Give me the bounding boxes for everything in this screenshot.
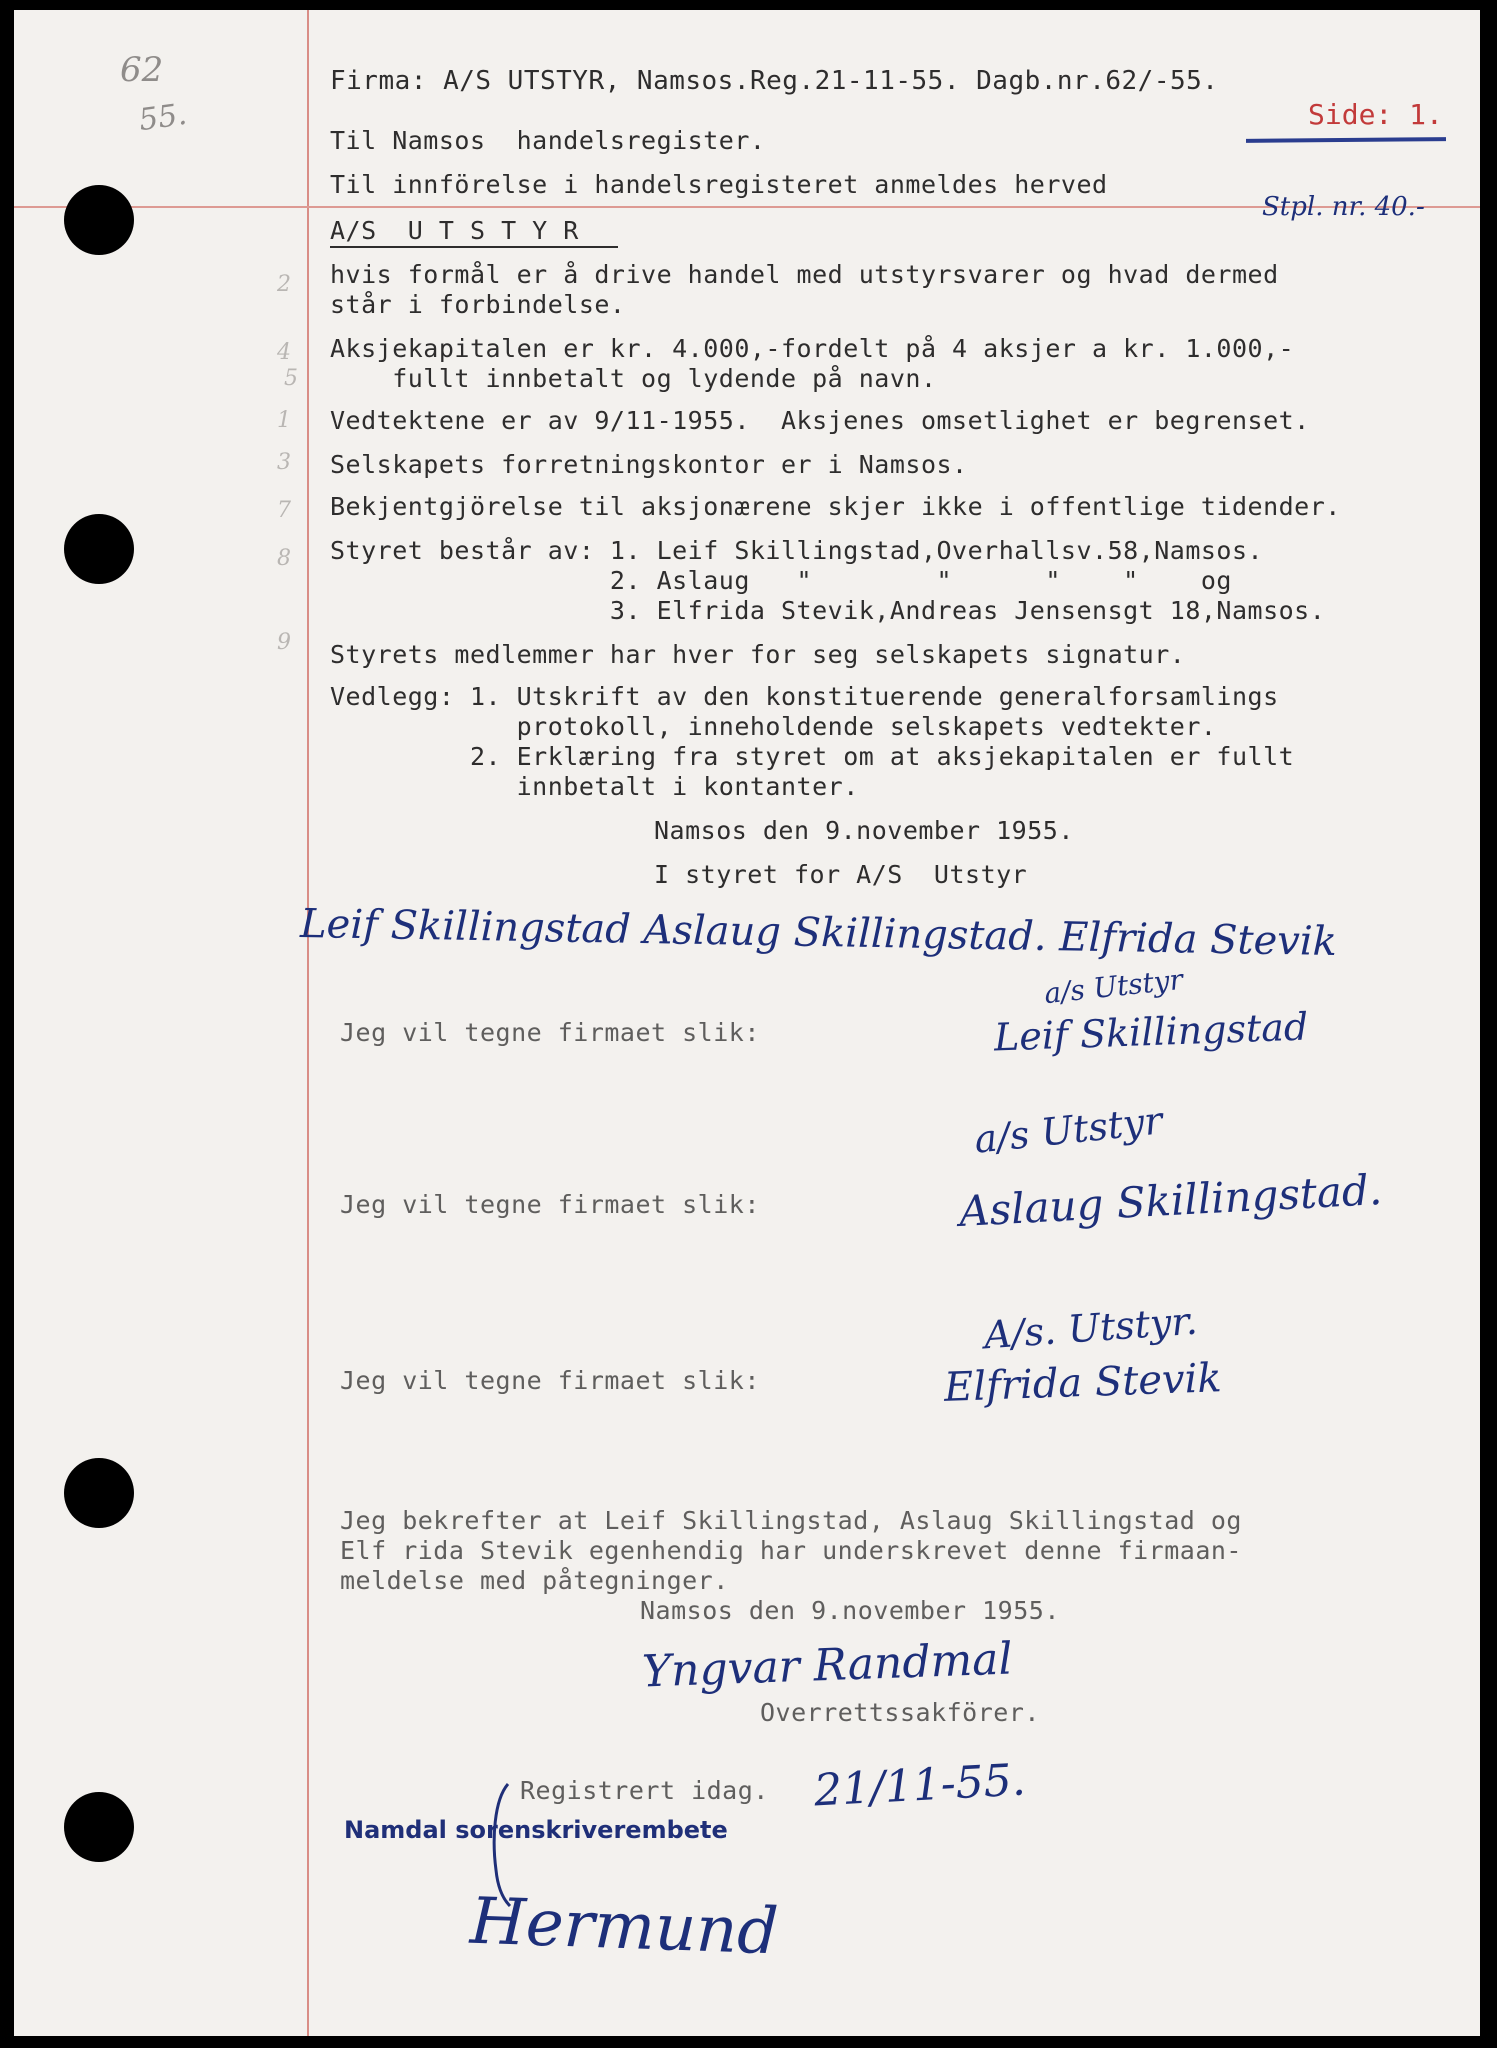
punch-hole-2 bbox=[64, 514, 134, 584]
signing-name-3: Elfrida Stevik bbox=[943, 1355, 1223, 1411]
signing-name-2: Aslaug Skillingstad. bbox=[958, 1164, 1384, 1237]
corner-page-ref-year: 55. bbox=[136, 96, 189, 139]
addressee-line: Til Namsos handelsregister. bbox=[330, 126, 766, 155]
attorney-title: Overrettssakförer. bbox=[760, 1698, 1040, 1727]
board-line-1: Styret består av: 1. Leif Skillingstad,Overhallsv.58,Namsos. bbox=[330, 536, 1264, 565]
statutes-line: Vedtektene er av 9/11-1955. Aksjenes omsetlighet er begrenset. bbox=[330, 406, 1310, 435]
margin-pencil-mark: 1 bbox=[277, 408, 291, 433]
signing-company-2: a/s Utstyr bbox=[972, 1098, 1165, 1162]
place-date-line: Namsos den 9.november 1955. bbox=[654, 816, 1074, 845]
registration-date: 21/11-55. bbox=[812, 1754, 1027, 1817]
signing-company-1: a/s Utstyr bbox=[1042, 962, 1185, 1011]
attachments-line-1: Vedlegg: 1. Utskrift av den konstituerende generalforsamlings bbox=[330, 682, 1279, 711]
margin-pencil-mark: 3 bbox=[277, 450, 291, 475]
company-name: A/S U T S T Y R bbox=[330, 216, 579, 245]
registrar-signature: Hermund bbox=[468, 1884, 780, 1970]
intro-line: Til innförelse i handelsregisteret anmeldes herved bbox=[330, 170, 1108, 199]
punch-hole-4 bbox=[64, 1792, 134, 1862]
margin-pencil-mark: 4 bbox=[277, 340, 291, 365]
attestation-line-3: meldelse med påtegninger. bbox=[340, 1566, 729, 1595]
attestation-line-2: Elf rida Stevik egenhendig har underskrevet denne firmaan- bbox=[340, 1536, 1242, 1565]
court-stamp: Namdal sorenskriverembete bbox=[344, 1816, 728, 1844]
purpose-line-1: hvis formål er å drive handel med utstyrsvarer og hvad dermed bbox=[330, 260, 1279, 289]
margin-pencil-mark: 9 bbox=[277, 630, 291, 655]
company-name-underline bbox=[330, 246, 618, 248]
signing-company-3: A/s. Utstyr. bbox=[982, 1298, 1199, 1358]
registration-label: Registrert idag. bbox=[520, 1776, 769, 1805]
attachments-line-4: innbetalt i kontanter. bbox=[330, 772, 859, 801]
punch-hole-1 bbox=[64, 185, 134, 255]
margin-pencil-mark: 7 bbox=[277, 498, 291, 523]
attestation-place-date: Namsos den 9.november 1955. bbox=[640, 1596, 1060, 1625]
board-line-2: 2. Aslaug " " " " og bbox=[330, 566, 1232, 595]
stamp-fee-note: Stpl. nr. 40.- bbox=[1262, 192, 1425, 222]
purpose-line-2: står i forbindelse. bbox=[330, 290, 626, 319]
signing-label-3: Jeg vil tegne firmaet slik: bbox=[340, 1366, 760, 1395]
punch-hole-3 bbox=[64, 1458, 134, 1528]
office-line: Selskapets forretningskontor er i Namsos. bbox=[330, 450, 968, 479]
attachments-line-3: 2. Erklæring fra styret om at aksjekapitalen er fullt bbox=[330, 742, 1295, 771]
margin-line-horizontal bbox=[14, 206, 1480, 208]
announcements-line: Bekjentgjörelse til aksjonærene skjer ikke i offentlige tidender. bbox=[330, 492, 1341, 521]
board-for-line: I styret for A/S Utstyr bbox=[654, 860, 1028, 889]
signing-name-1: Leif Skillingstad bbox=[993, 1004, 1309, 1060]
margin-pencil-mark: 8 bbox=[277, 546, 291, 571]
board-signatures: Leif Skillingstad Aslaug Skillingstad. Elfrida Stevik bbox=[299, 900, 1338, 966]
margin-line-vertical bbox=[307, 10, 309, 2036]
capital-line-2: fullt innbetalt og lydende på navn. bbox=[330, 364, 937, 393]
margin-pencil-mark: 2 bbox=[277, 272, 291, 297]
signature-rule-line: Styrets medlemmer har hver for seg selskapets signatur. bbox=[330, 640, 1186, 669]
board-line-3: 3. Elfrida Stevik,Andreas Jensensgt 18,Namsos. bbox=[330, 596, 1326, 625]
corner-page-ref-number: 62 bbox=[120, 50, 164, 90]
page-label-underline bbox=[1246, 137, 1446, 143]
attorney-signature: Yngvar Randmal bbox=[641, 1633, 1014, 1698]
margin-pencil-mark: 5 bbox=[284, 366, 298, 391]
paper-sheet bbox=[14, 10, 1480, 2036]
capital-line-1: Aksjekapitalen er kr. 4.000,-fordelt på 4 aksjer a kr. 1.000,- bbox=[330, 334, 1295, 363]
page-label: Side: 1. bbox=[1308, 98, 1443, 131]
signing-label-1: Jeg vil tegne firmaet slik: bbox=[340, 1018, 760, 1047]
signing-label-2: Jeg vil tegne firmaet slik: bbox=[340, 1190, 760, 1219]
attestation-line-1: Jeg bekrefter at Leif Skillingstad, Aslaug Skillingstad og bbox=[340, 1506, 1242, 1535]
attachments-line-2: protokoll, inneholdende selskapets vedtekter. bbox=[330, 712, 1217, 741]
firm-header-line: Firma: A/S UTSTYR, Namsos.Reg.21-11-55. Dagb.nr.62/-55. bbox=[330, 66, 1219, 96]
